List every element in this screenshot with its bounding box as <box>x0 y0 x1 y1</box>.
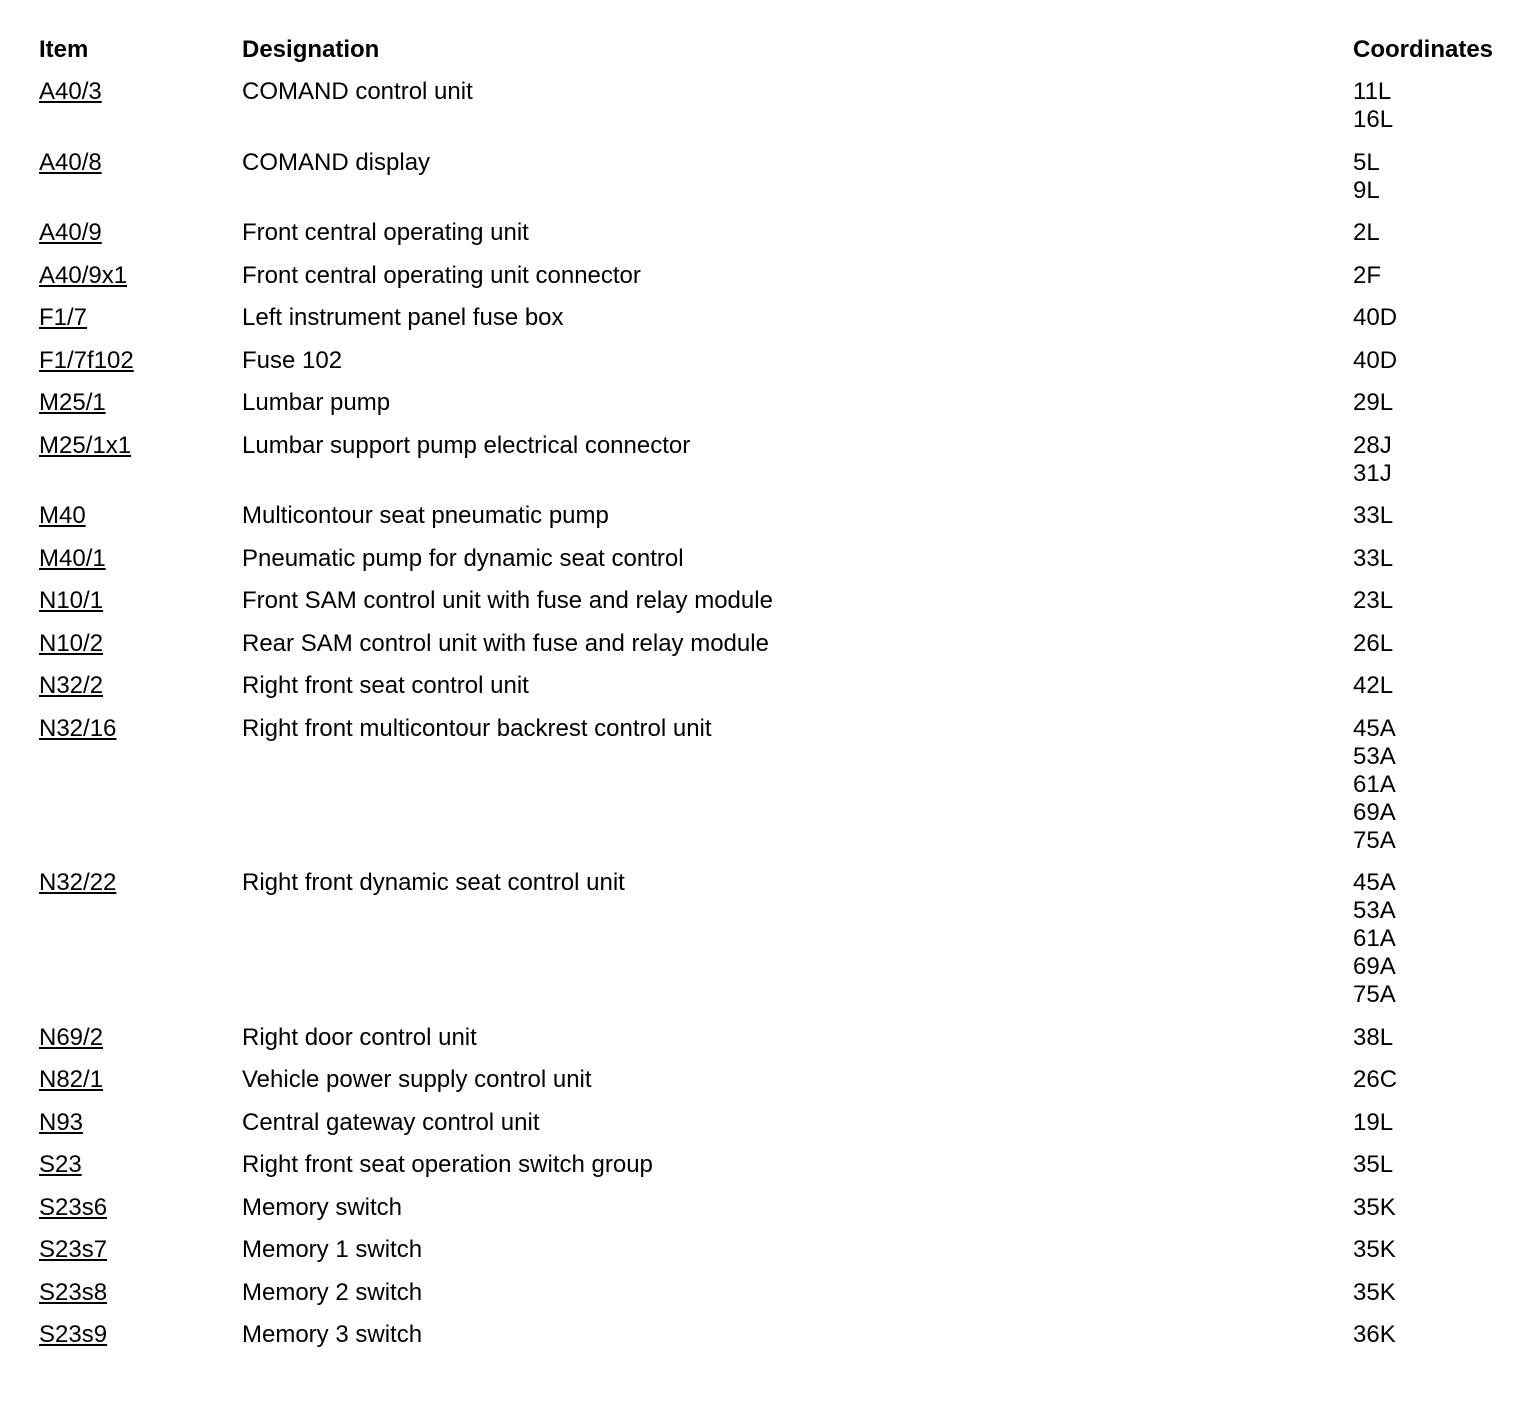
coordinate-value: 26L <box>1353 629 1394 657</box>
coordinate-value: 42L <box>1353 672 1394 699</box>
coordinates-cell <box>1353 304 1397 332</box>
coordinates-cell <box>1353 1024 1393 1052</box>
item-link[interactable]: F1/7f102 <box>39 346 134 374</box>
item-link[interactable]: N93 <box>39 1108 84 1136</box>
designation-text: Right door control unit <box>242 1023 477 1051</box>
coordinate-value: 53A <box>1353 897 1396 924</box>
item-link[interactable]: N82/1 <box>39 1066 104 1093</box>
coordinate-value: 23L <box>1353 587 1394 614</box>
designation-text: Right front multicontour backrest control unit <box>242 714 712 742</box>
item-link[interactable]: M25/1x1 <box>39 431 132 459</box>
designation-text: Memory switch <box>242 1193 403 1221</box>
item-link[interactable]: N10/2 <box>39 629 104 657</box>
item-link[interactable]: A40/9x1 <box>39 261 128 289</box>
coordinate-value: 61A <box>1353 925 1396 952</box>
coordinates-cell <box>1353 1151 1393 1179</box>
coordinates-cell <box>1353 389 1393 417</box>
item-link[interactable]: S23s7 <box>39 1236 108 1263</box>
coordinates-cell <box>1353 1236 1396 1264</box>
coordinate-value: 75A <box>1353 826 1396 854</box>
coordinates-cell <box>1353 78 1393 134</box>
header-designation: Designation <box>242 36 380 63</box>
item-link[interactable]: N32/2 <box>39 672 104 699</box>
item-link[interactable]: M40/1 <box>39 544 106 572</box>
designation-text: Front central operating unit connector <box>242 261 641 289</box>
item-link[interactable]: N10/1 <box>39 587 104 614</box>
coordinates-cell <box>1353 630 1393 658</box>
item-link[interactable]: A40/8 <box>39 148 102 176</box>
coordinate-value: 2F <box>1353 261 1382 289</box>
designation-text: Pneumatic pump for dynamic seat control <box>242 544 684 572</box>
coordinate-value: 40D <box>1353 304 1398 331</box>
coordinates-cell <box>1353 1321 1396 1349</box>
designation-text: Right front seat operation switch group <box>242 1151 653 1178</box>
designation-text: Memory 2 switch <box>242 1278 423 1306</box>
designation-text: Front SAM control unit with fuse and relay module <box>242 587 773 614</box>
item-link[interactable]: A40/3 <box>39 78 102 105</box>
item-link[interactable]: M25/1 <box>39 389 106 416</box>
coordinates-cell <box>1353 1279 1396 1307</box>
designation-text: Vehicle power supply control unit <box>242 1066 592 1093</box>
item-link[interactable]: A40/9 <box>39 219 102 246</box>
coordinate-value: 38L <box>1353 1023 1394 1051</box>
coordinate-value: 11L <box>1353 78 1392 105</box>
coordinate-value: 28J <box>1353 431 1392 459</box>
header-item: Item <box>39 36 89 63</box>
coordinate-value: 35K <box>1353 1193 1396 1221</box>
coordinate-value: 35K <box>1353 1278 1396 1306</box>
coordinates-cell <box>1353 869 1396 1009</box>
designation-text: Central gateway control unit <box>242 1108 540 1136</box>
coordinates-cell <box>1353 219 1380 247</box>
header-coordinates: Coordinates <box>1353 36 1494 63</box>
designation-text: Fuse 102 <box>242 346 343 374</box>
designation-text: Right front dynamic seat control unit <box>242 869 625 896</box>
coordinate-value: 40D <box>1353 346 1398 374</box>
coordinate-value: 16L <box>1353 106 1394 133</box>
item-link[interactable]: S23s8 <box>39 1278 108 1306</box>
coordinates-cell <box>1353 347 1397 375</box>
coordinate-value: 69A <box>1353 798 1396 826</box>
designation-text: Left instrument panel fuse box <box>242 304 564 331</box>
designation-text: Memory 3 switch <box>242 1321 423 1348</box>
coordinate-value: 31J <box>1353 459 1392 487</box>
item-link[interactable]: N32/16 <box>39 714 117 742</box>
coordinates-cell <box>1353 1066 1397 1094</box>
coordinate-value: 75A <box>1353 981 1396 1008</box>
designation-text: Memory 1 switch <box>242 1236 423 1263</box>
coordinates-cell <box>1353 672 1393 700</box>
coordinates-cell <box>1353 587 1393 615</box>
coordinates-cell <box>1353 1194 1396 1222</box>
item-link[interactable]: S23s9 <box>39 1321 108 1348</box>
designation-text: COMAND display <box>242 148 431 176</box>
item-link[interactable]: M40 <box>39 502 86 529</box>
coordinates-cell <box>1353 432 1392 488</box>
coordinate-value: 53A <box>1353 742 1396 770</box>
coordinates-cell <box>1353 502 1393 530</box>
coordinates-cell <box>1353 545 1393 573</box>
designation-text: COMAND control unit <box>242 78 473 105</box>
designation-text: Rear SAM control unit with fuse and relay module <box>242 629 769 657</box>
coordinates-cell <box>1353 262 1381 290</box>
item-link[interactable]: S23s6 <box>39 1193 108 1221</box>
coordinates-cell <box>1353 1109 1393 1137</box>
coordinate-value: 45A <box>1353 869 1396 896</box>
coordinate-value: 69A <box>1353 953 1396 980</box>
coordinate-value: 35K <box>1353 1236 1396 1263</box>
coordinate-value: 35L <box>1353 1151 1394 1178</box>
designation-text: Right front seat control unit <box>242 672 529 699</box>
coordinate-value: 26C <box>1353 1066 1398 1093</box>
coordinate-value: 45A <box>1353 714 1396 742</box>
coordinate-value: 61A <box>1353 770 1396 798</box>
item-link[interactable]: S23 <box>39 1151 82 1178</box>
coordinates-cell <box>1353 149 1380 205</box>
coordinate-value: 29L <box>1353 389 1394 416</box>
coordinate-value: 2L <box>1353 219 1380 246</box>
designation-text: Front central operating unit <box>242 219 529 246</box>
coordinates-cell <box>1353 715 1396 855</box>
coordinate-value: 33L <box>1353 544 1394 572</box>
designation-text: Lumbar pump <box>242 389 391 416</box>
coordinate-value: 19L <box>1353 1108 1394 1136</box>
coordinate-value: 33L <box>1353 502 1394 529</box>
item-link[interactable]: N32/22 <box>39 869 117 896</box>
designation-text: Lumbar support pump electrical connector <box>242 431 691 459</box>
item-link[interactable]: F1/7 <box>39 304 88 331</box>
item-link[interactable]: N69/2 <box>39 1023 104 1051</box>
coordinate-value: 36K <box>1353 1321 1396 1348</box>
coordinate-value: 9L <box>1353 176 1380 204</box>
designation-text: Multicontour seat pneumatic pump <box>242 502 609 529</box>
coordinate-value: 5L <box>1353 148 1380 176</box>
